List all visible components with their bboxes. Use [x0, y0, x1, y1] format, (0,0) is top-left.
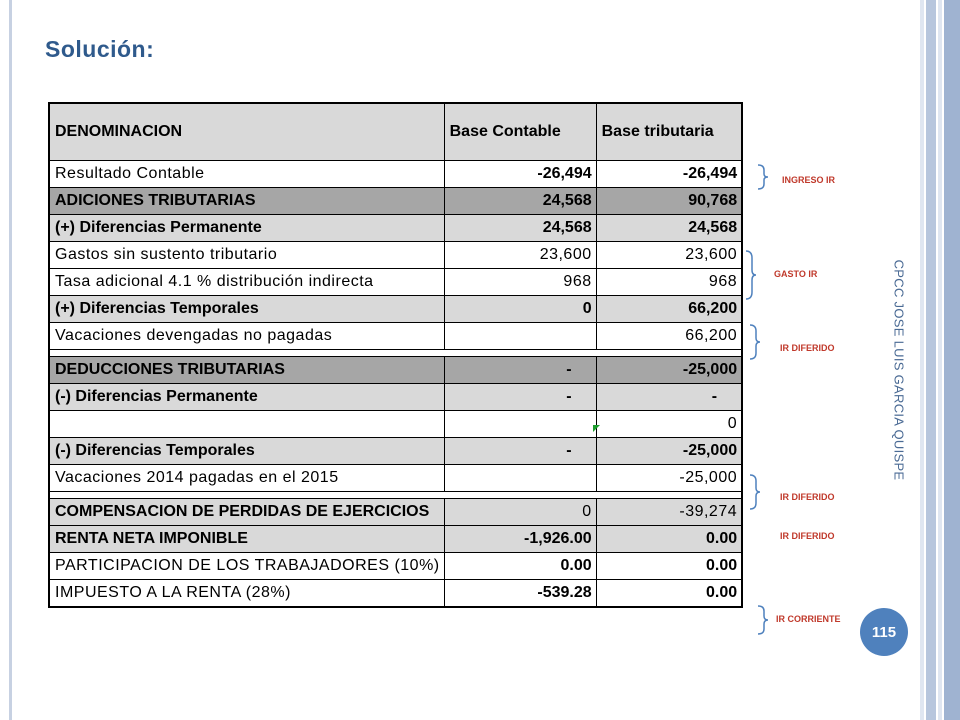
row-contable	[444, 411, 596, 438]
row-tributaria: 66,200	[596, 296, 742, 323]
page-number: 115	[871, 623, 897, 641]
row-contable	[444, 465, 596, 492]
tax-reconciliation-table	[48, 102, 743, 608]
right-decorative-bars	[920, 0, 960, 720]
side-label-ir-diferido: IR DIFERIDO	[780, 531, 835, 541]
row-tributaria: 0.00	[596, 526, 742, 553]
author-name: CPCC JOSE LUIS GARCIA QUISPE	[891, 259, 907, 481]
row-contable: -26,494	[444, 161, 596, 188]
table-row	[49, 269, 742, 296]
row-label: (-) Diferencias Temporales	[49, 438, 444, 465]
row-tributaria: 24,568	[596, 215, 742, 242]
row-tributaria: -26,494	[596, 161, 742, 188]
row-tributaria: -25,000	[596, 438, 742, 465]
row-label: Vacaciones devengadas no pagadas	[49, 323, 444, 350]
row-label: PARTICIPACION DE LOS TRABAJADORES (10%)	[49, 553, 444, 580]
table-row	[49, 580, 742, 608]
side-label-ingreso-ir: INGRESO IR	[782, 175, 836, 185]
row-tributaria: -39,274	[596, 499, 742, 526]
table-row	[49, 296, 742, 323]
table-row	[49, 384, 742, 411]
right-brace-icon	[744, 250, 758, 300]
table-row	[49, 215, 742, 242]
row-label: Vacaciones 2014 pagadas en el 2015	[49, 465, 444, 492]
table-row	[49, 242, 742, 269]
row-contable	[444, 323, 596, 350]
right-brace-icon	[748, 324, 762, 360]
table-row	[49, 323, 742, 350]
row-label: (+) Diferencias Temporales	[49, 296, 444, 323]
row-contable: 0.00	[444, 553, 596, 580]
row-label: DEDUCCIONES TRIBUTARIAS	[49, 357, 444, 384]
right-brace-icon	[756, 605, 770, 635]
table-row	[49, 499, 742, 526]
table-spacer	[49, 350, 742, 357]
cell-comment-marker-icon	[593, 425, 601, 433]
row-contable: 24,568	[444, 188, 596, 215]
table-row	[49, 161, 742, 188]
row-label: RENTA NETA IMPONIBLE	[49, 526, 444, 553]
right-brace-icon	[756, 164, 770, 190]
row-label: (+) Diferencias Permanente	[49, 215, 444, 242]
table-row	[49, 526, 742, 553]
row-tributaria: 90,768	[596, 188, 742, 215]
row-tributaria: -25,000	[596, 465, 742, 492]
side-label-ir-diferido: IR DIFERIDO	[780, 492, 835, 502]
page-number-badge	[860, 608, 908, 656]
row-contable: -1,926.00	[444, 526, 596, 553]
row-tributaria: -25,000	[596, 357, 742, 384]
table-row	[49, 357, 742, 384]
row-tributaria: 968	[596, 269, 742, 296]
row-tributaria: -	[596, 384, 742, 411]
left-border-rule	[9, 0, 12, 720]
table-row	[49, 465, 742, 492]
row-label	[49, 411, 444, 438]
side-label-ir-corriente: IR CORRIENTE	[776, 614, 841, 624]
right-brace-icon	[748, 474, 762, 510]
side-label-gasto-ir: GASTO IR	[774, 269, 818, 279]
table-spacer	[49, 492, 742, 499]
row-contable: -	[444, 357, 596, 384]
row-label: Gastos sin sustento tributario	[49, 242, 444, 269]
row-tributaria: 0.00	[596, 580, 742, 608]
header-base-tributaria: Base tributaria	[596, 103, 742, 161]
table-header-row	[49, 103, 742, 161]
side-label-ir-diferido: IR DIFERIDO	[780, 343, 835, 353]
table-row	[49, 438, 742, 465]
row-contable: 24,568	[444, 215, 596, 242]
row-label: Resultado Contable	[49, 161, 444, 188]
row-contable: 968	[444, 269, 596, 296]
author-vertical-text	[888, 250, 910, 490]
row-contable: 0	[444, 296, 596, 323]
row-contable: -	[444, 438, 596, 465]
row-label: IMPUESTO A LA RENTA (28%)	[49, 580, 444, 608]
row-contable: -539.28	[444, 580, 596, 608]
row-label: (-) Diferencias Permanente	[49, 384, 444, 411]
row-tributaria: 66,200	[596, 323, 742, 350]
row-tributaria: 0	[596, 411, 742, 438]
row-contable: -	[444, 384, 596, 411]
table-row	[49, 188, 742, 215]
row-tributaria: 0.00	[596, 553, 742, 580]
row-contable: 23,600	[444, 242, 596, 269]
table-row	[49, 553, 742, 580]
header-denominacion: DENOMINACION	[49, 103, 444, 161]
row-contable: 0	[444, 499, 596, 526]
row-label: ADICIONES TRIBUTARIAS	[49, 188, 444, 215]
row-tributaria: 23,600	[596, 242, 742, 269]
row-label: COMPENSACION DE PERDIDAS DE EJERCICIOS	[49, 499, 444, 526]
row-label: Tasa adicional 4.1 % distribución indirecta	[49, 269, 444, 296]
header-base-contable: Base Contable	[444, 103, 596, 161]
slide-title: Solución:	[45, 36, 155, 62]
table-row	[49, 411, 742, 438]
